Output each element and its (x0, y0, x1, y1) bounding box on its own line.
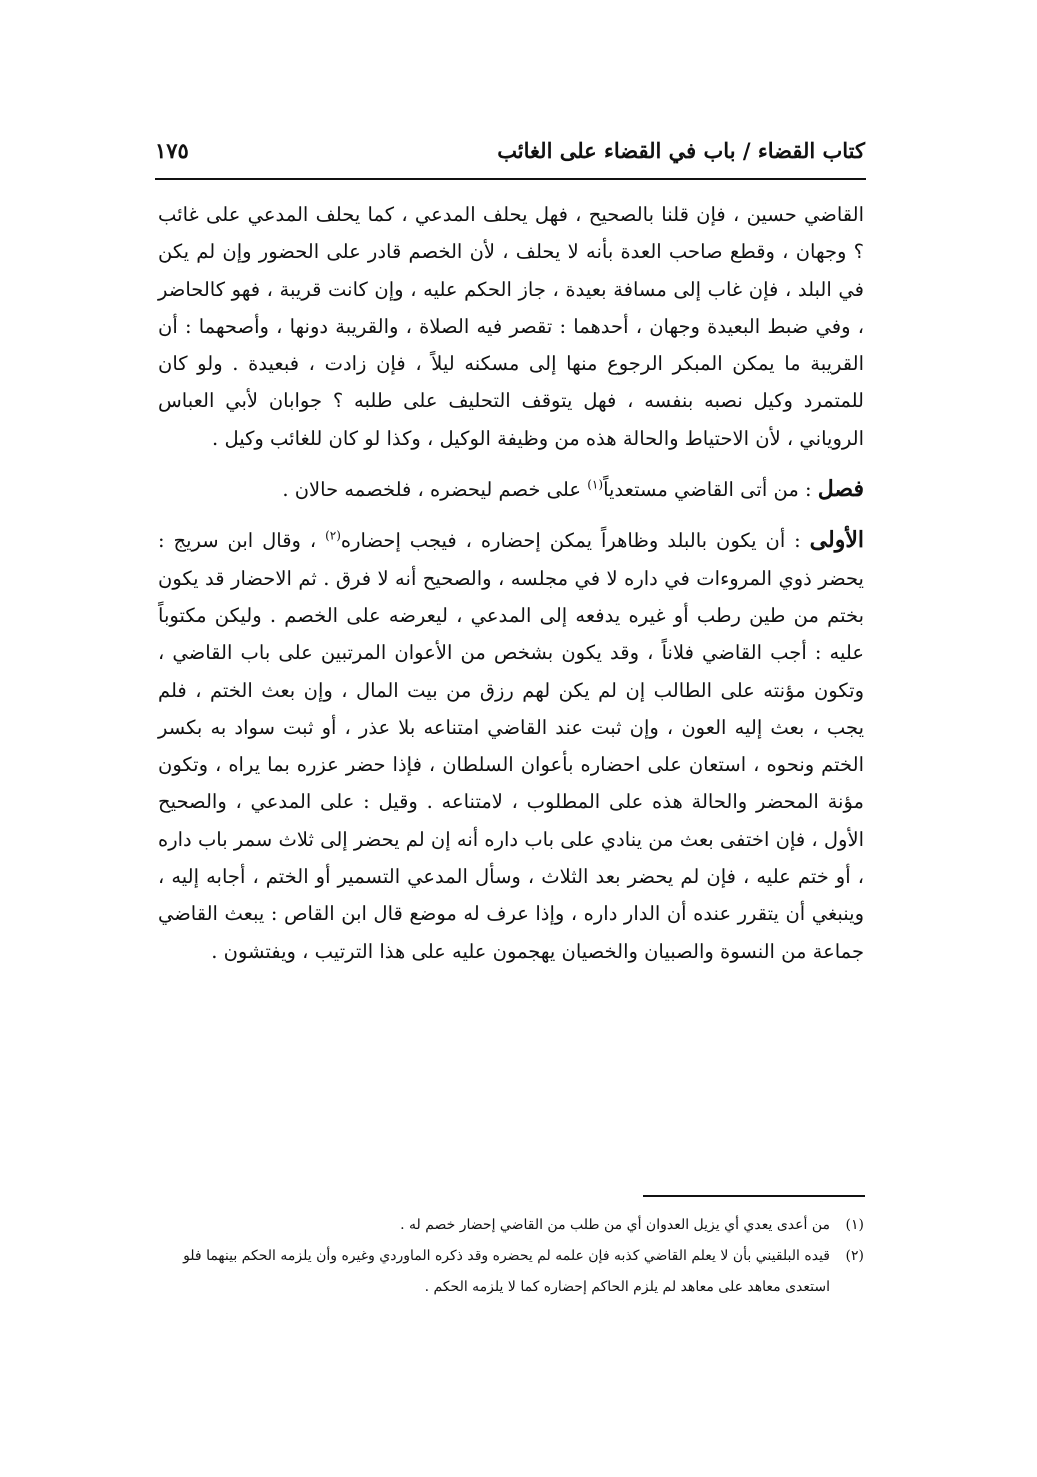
paragraph-text-after-ref: على خصم ليحضره ، فلخصمه حالان . (282, 478, 588, 502)
paragraph-2 (158, 471, 864, 508)
paragraph-text: القاضي حسين ، فإن قلنا بالصحيح ، فهل يحلف المدعي ، كما يحلف المدعي على غائب ؟ وجهان ، وقطع صاحب العدة بأنه لا يحلف ، لأن الخصم قادر على الحضور وإن لم يكن في البلد ، فإن غاب إلى مسافة بعيدة ، جاز الحكم عليه ، وإن كانت قريبة ، فهو كالحاضر ، وفي ضبط البعيدة وجهان ، أحدهما : تقصر فيه الصلاة ، والقريبة دونها ، وأصحهما : أن القريبة ما يمكن المبكر الرجوع منها إلى مسكنه ليلاً ، فإن زادت ، فبعيدة . ولو كان للمتمرد وكيل نصبه بنفسه ، فهل يتوقف التحليف على طلبه ؟ جوابان لأبي العباس الروياني ، لأن الاحتياط والحالة هذه من وظيفة الوكيل ، وكذا لو كان للغائب وكيل . (158, 203, 864, 450)
paragraph-1 (158, 196, 864, 457)
page-number: ١٧٥ (155, 138, 189, 163)
footnote-ref-1[interactable]: (١) (587, 477, 604, 492)
paragraph-3 (158, 522, 864, 970)
footnote-number: (١) (845, 1217, 864, 1233)
footnote-2 (158, 1241, 864, 1303)
footnote-text: قيده البلقيني بأن لا يعلم القاضي كذبه فإن علمه لم يحضره وقد ذكره الماوردي وغيره وأن يلزمه الحكم بينهما فلو استعدى معاهد على معاهد لم يلزم الحاكم إحضاره كما لا يلزمه الحكم . (183, 1248, 830, 1295)
header-rule (155, 178, 866, 180)
header-title: كتاب القضاء / باب في القضاء على الغائب (497, 138, 865, 163)
paragraph-text-after-ref: ، وقال ابن سريج : يحضر ذوي المروءات في داره لا في مجلسه ، والصحيح أنه لا فرق . ثم الاحضار قد يكون بختم من طين رطب أو غيره يدفعه إلى المدعي ، ليعرضه على الخصم . وليكن مكتوباً عليه : أجب القاضي فلاناً ، وقد يكون بشخص من الأعوان المرتبين على باب القاضي ، وتكون مؤنته على الطالب إن لم يكن لهم رزق من بيت المال ، وإن بعث الختم ، فلم يجب ، بعث إليه العون ، وإن ثبت عند القاضي امتناعه بلا عذر ، أو ثبت سواد به بكسر الختم ونحوه ، استعان على احضاره بأعوان السلطان ، فإذا حضر عزره بما يراه ، وتكون مؤنة المحضر والحالة هذه على المطلوب ، لامتناعه . وقيل : على المدعي ، والصحيح الأول ، فإن اختفى بعث من ينادي على باب داره أنه إن لم يحضر إلى ثلاث سمر باب داره ، أو ختم عليه ، فإن لم يحضر بعد الثلاث ، وسأل المدعي التسمير أو الختم ، أجابه إليه ، وينبغي أن يتقرر عنده أن الدار داره ، وإذا عرف له موضع قال ابن القاص : يبعث القاضي جماعة من النسوة والصبيان والخصيان يهجمون عليه على هذا الترتيب ، ويفتشون . (158, 529, 864, 963)
footnote-separator (643, 1195, 865, 1197)
footnotes (158, 1210, 864, 1303)
section-lead: فصل (817, 476, 864, 503)
main-text (158, 196, 864, 970)
paragraph-text-before-ref: : من أتى القاضي مستعدياً (603, 478, 818, 502)
running-header (155, 130, 865, 176)
footnote-ref-2[interactable]: (٢) (325, 528, 341, 543)
footnote-number: (٢) (845, 1248, 864, 1264)
footnote-1 (158, 1210, 864, 1241)
paragraph-lead: الأولى (809, 527, 864, 554)
paragraph-text-before-ref: : أن يكون بالبلد وظاهراً يمكن إحضاره ، فيجب إحضاره (340, 529, 810, 553)
footnote-text: من أعدى يعدي أي يزيل العدوان أي من طلب من القاضي إحضار خصم له . (400, 1217, 830, 1233)
